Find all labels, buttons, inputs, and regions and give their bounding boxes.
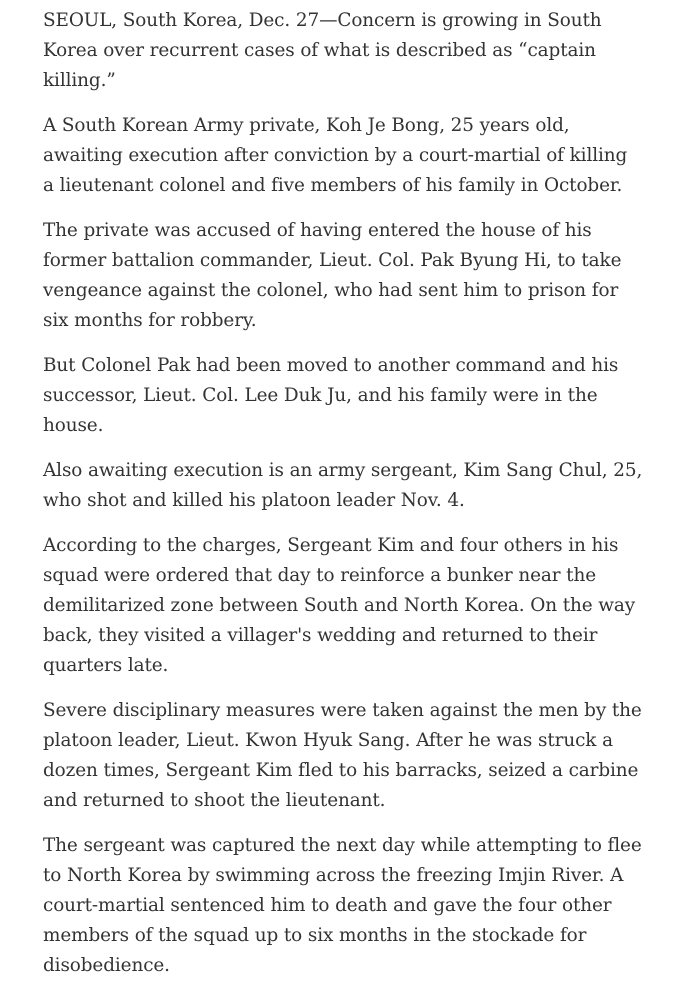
article-paragraph-8: The sergeant was captured the next day while attempting to flee to North Korea by swimming across the freezing Imjin River. A court‐martial sentenced him to death and gave the four other members of the squad up to six months in the stockade for disobedience. bbox=[43, 835, 642, 976]
article-paragraph-5: Also awaiting execution is an army sergeant, Kim Sang Chul, 25, who shot and killed his platoon leader Nov. 4. bbox=[43, 460, 643, 511]
article-paragraph-3: The private was accused of having entered the house of his former battalion commander, Lieut. Col. Pak Byung Hi, to take vengeance against the colonel, who had sent him to prison for six months for robbery. bbox=[43, 220, 622, 331]
article-paragraph-2: A South Korean Army private, Koh Je Bong, 25 years old, awaiting execution after conviction by a court‐martial of killing a lieutenant colonel and five members of his family in October. bbox=[43, 115, 628, 196]
article-paragraph-6: According to the charges, Sergeant Kim and four others in his squad were ordered that day to reinforce a bunker near the demilitarized zone between South and North Korea. On the way back, they visited a villager's wedding and returned to their quarters late. bbox=[43, 535, 636, 676]
article-paragraph-4: But Colonel Pak had been moved to another command and his successor, Lieut. Col. Lee Duk Ju, and his family were in the house. bbox=[43, 355, 619, 436]
article-body bbox=[43, 6, 643, 996]
article-paragraph-7: Severe disciplinary measures were taken against the men by the platoon leader, Lieut. Kwon Hyuk Sang. After he was struck a dozen times, Sergeant Kim fled to his barracks, seized a carbine and returned to shoot the lieutenant. bbox=[43, 700, 642, 811]
article-paragraph-1: SEOUL, South Korea, Dec. 27—Concern is growing in South Korea over recurrent cases of what is described as “captain killing.” bbox=[43, 10, 602, 91]
